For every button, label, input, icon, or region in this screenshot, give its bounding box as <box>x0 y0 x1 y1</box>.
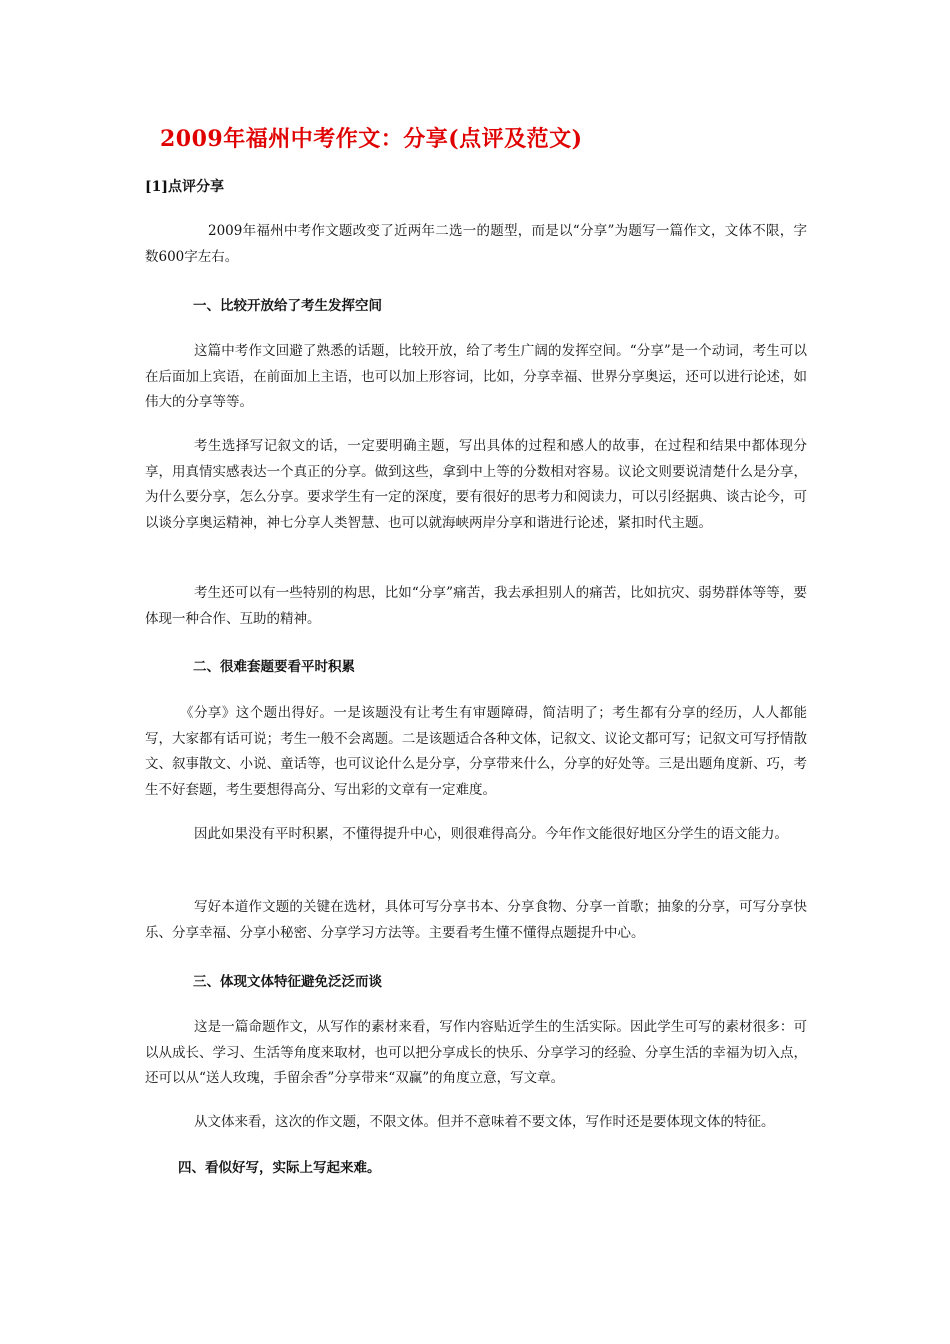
document-title: 2009年福州中考作文：分享(点评及范文) <box>160 126 583 152</box>
heading-3: 三、体现文体特征避免泛泛而谈 <box>193 974 382 990</box>
intro-paragraph: 2009年福州中考作文题改变了近两年二选一的题型，而是以“分享”为题写一篇作文，文体不限，字数600字左右。 <box>145 223 807 265</box>
heading-4: 四、看似好写，实际上写起来难。 <box>178 1160 381 1176</box>
paragraph-2: 考生选择写记叙文的话，一定要明确主题，写出具体的过程和感人的故事，在过程和结果中都体现分享，用真情实感表达一个真正的分享。做到这些，拿到中上等的分数相对容易。议论文则要说清楚什么是分享，为什么要分享，怎么分享。要求学生有一定的深度，要有很好的思考力和阅读力，可以引经据典、谈古论今，可以谈分享奥运精神，神七分享人类智慧、也可以就海峡两岸分享和谐进行论述，紧扣时代主题。 <box>145 438 807 531</box>
paragraph-6: 写好本道作文题的关键在选材，具体可写分享书本、分享食物、分享一首歌；抽象的分享，可写分享快乐、分享幸福、分享小秘密、分享学习方法等。主要看考生懂不懂得点题提升中心。 <box>145 899 807 941</box>
heading-2: 二、很难套题要看平时积累 <box>193 659 355 675</box>
paragraph-5: 因此如果没有平时积累，不懂得提升中心，则很难得高分。今年作文能很好地区分学生的语文能力。 <box>194 826 788 842</box>
paragraph-7: 这是一篇命题作文，从写作的素材来看，写作内容贴近学生的生活实际。因此学生可写的素材很多：可以从成长、学习、生活等角度来取材，也可以把分享成长的快乐、分享学习的经验、分享生活的幸福为切入点，还可以从“送人玫瑰，手留余香”分享带来“双赢”的角度立意，写文章。 <box>145 1019 807 1086</box>
paragraph-1: 这篇中考作文回避了熟悉的话题，比较开放，给了考生广阔的发挥空间。“分享”是一个动词，考生可以在后面加上宾语，在前面加上主语，也可以加上形容词，比如，分享幸福、世界分享奥运，还可以进行论述，如伟大的分享等等。 <box>145 343 807 410</box>
heading-1: 一、比较开放给了考生发挥空间 <box>193 298 382 314</box>
paragraph-8: 从文体来看，这次的作文题，不限文体。但并不意味着不要文体，写作时还是要体现文体的特征。 <box>194 1114 775 1130</box>
section-subtitle: [1]点评分享 <box>145 179 224 195</box>
paragraph-3: 考生还可以有一些特别的构思，比如“分享”痛苦，我去承担别人的痛苦，比如抗灾、弱势群体等等，要体现一种合作、互助的精神。 <box>145 585 807 627</box>
paragraph-4: 《分享》这个题出得好。一是该题没有让考生有审题障碍，简洁明了；考生都有分享的经历，人人都能写，大家都有话可说；考生一般不会离题。二是该题适合各种文体，记叙文、议论文都可写；记叙文可写抒情散文、叙事散文、小说、童话等，也可议论什么是分享，分享带来什么，分享的好处等。三是出题角度新、巧，考生不好套题，考生要想得高分、写出彩的文章有一定难度。 <box>145 705 807 798</box>
